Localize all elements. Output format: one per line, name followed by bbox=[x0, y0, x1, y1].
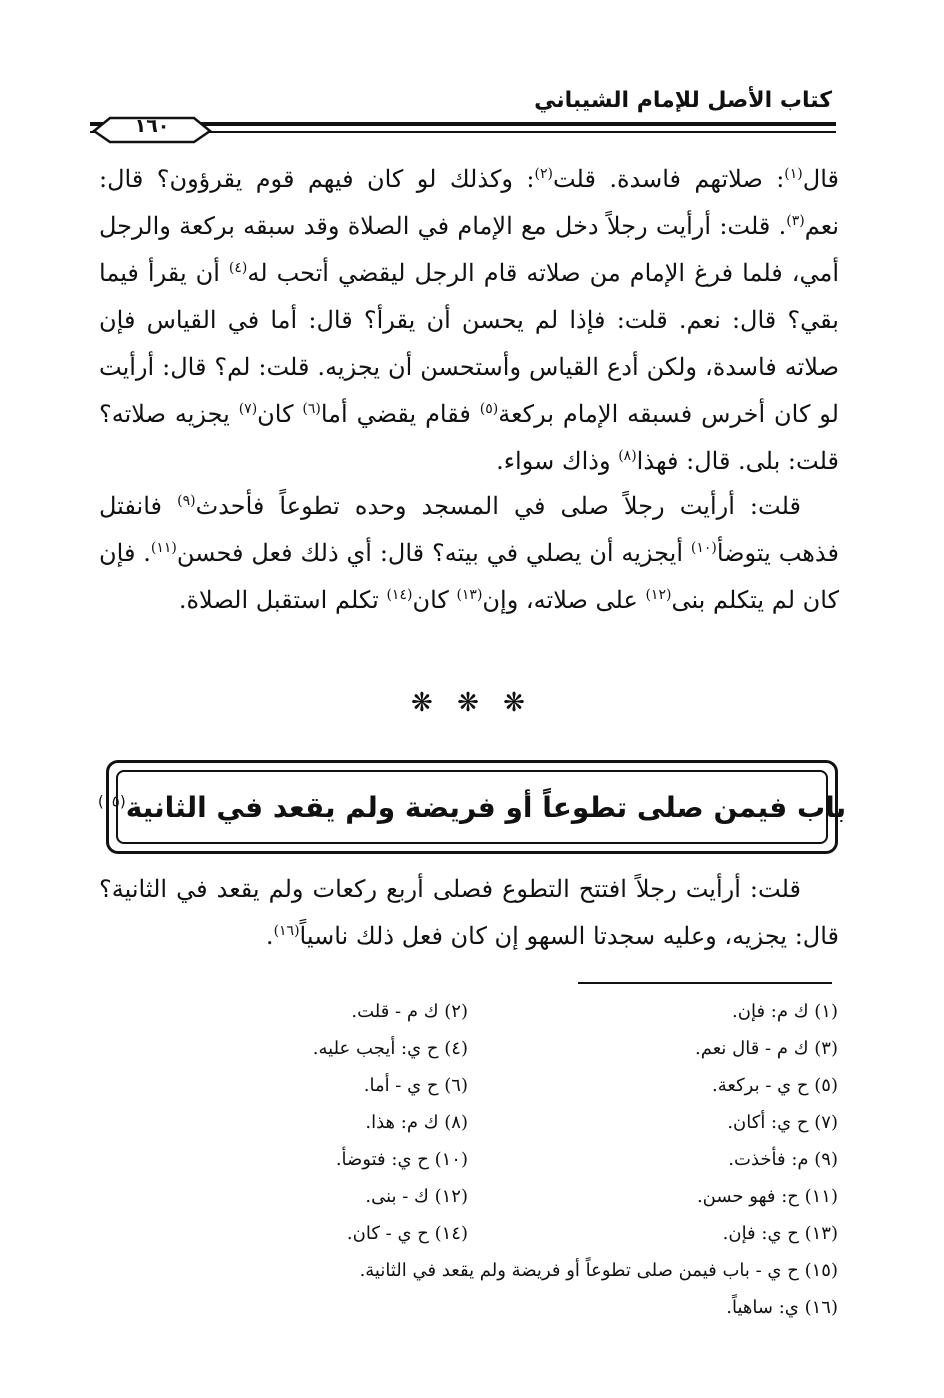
section-ornament: ❋ ❋ ❋ bbox=[411, 688, 533, 718]
footnote-10: (١٠) ح ي: فتوضأ. bbox=[335, 1149, 468, 1170]
footnote-ref: (١٣) bbox=[456, 587, 483, 603]
footnote-row bbox=[98, 1178, 838, 1215]
text-run: . bbox=[265, 922, 274, 950]
footnote-9: (٩) م: فأخذت. bbox=[728, 1149, 838, 1170]
footnote-16: (١٦) ي: ساهياً. bbox=[726, 1297, 838, 1318]
footnote-row bbox=[98, 1215, 838, 1252]
text-run: على صلاته، وإن bbox=[482, 586, 646, 614]
chapter-title-text: باب فيمن صلى تطوعاً أو فريضة ولم يقعد في الثانية bbox=[125, 790, 847, 824]
footnote-row bbox=[98, 1030, 838, 1067]
footnote-ref: (٦) bbox=[302, 401, 321, 417]
footnote-row bbox=[98, 1141, 838, 1178]
text-run: . قلت: أرأيت رجلاً دخل مع الإمام في الصلاة وقد سبقه بركعة والرجل أمي، فلما فرغ الإمام من صلاته قام الرجل ليقضي أتحب له bbox=[99, 212, 840, 287]
footnote-ref: (٧) bbox=[238, 401, 258, 417]
chapter-heading-frame bbox=[97, 760, 847, 854]
footnote-7: (٧) ح ي: أكان. bbox=[727, 1112, 838, 1133]
footnote-1: (١) ك م: فإن. bbox=[732, 1001, 838, 1022]
footnote-ref: (١٤) bbox=[386, 587, 413, 603]
text-run: : صلاتهم فاسدة. قلت bbox=[552, 165, 785, 193]
text-run: كان bbox=[257, 400, 303, 428]
footnote-row bbox=[98, 1104, 838, 1141]
footnote-4: (٤) ح ي: أيجب عليه. bbox=[312, 1038, 468, 1059]
text-run: أن يقرأ فيما بقي؟ قال: نعم. قلت: فإذا لم يحسن أن يقرأ؟ قال: أما في القياس فإن صلاته فاسدة، ولكن أدع القياس وأستحسن أن يجزيه. قلت: لم؟ قال: أرأيت لو كان أخرس فسبقه الإمام بركعة bbox=[99, 259, 839, 428]
text-run: قال bbox=[802, 165, 839, 193]
text-run: قلت: أرأيت رجلاً صلى في المسجد وحده تطوعاً فأحدث bbox=[195, 492, 801, 520]
footnotes bbox=[98, 993, 838, 1326]
footnote-ref: (١٦) bbox=[273, 923, 300, 939]
chapter-heading bbox=[98, 791, 846, 824]
footnote-5: (٥) ح ي - بركعة. bbox=[712, 1075, 838, 1096]
footnote-separator bbox=[578, 982, 832, 984]
footnote-ref: (٤) bbox=[228, 260, 248, 276]
footnote-ref: (٩) bbox=[177, 493, 196, 509]
text-run: . فإن كان لم يتكلم بنى bbox=[99, 539, 839, 614]
chapter-heading-inner-frame bbox=[97, 770, 847, 844]
footnote-6: (٦) ح ي - أما. bbox=[363, 1075, 468, 1096]
chapter-footnote-ref: (١٥) bbox=[97, 792, 126, 811]
text-run: يجزيه صلاته؟ قلت: بلى. قال: فهذا bbox=[99, 400, 839, 475]
text-run: قلت: أرأيت رجلاً افتتح التطوع فصلى أربع ركعات ولم يقعد في الثانية؟ قال: يجزيه، وعليه سجدتا السهو إن كان فعل ذلك ناسياً bbox=[99, 875, 839, 950]
footnote-row bbox=[98, 993, 838, 1030]
footnote-14: (١٤) ح ي - كان. bbox=[346, 1223, 468, 1244]
footnote-11: (١١) ح: فهو حسن. bbox=[696, 1186, 838, 1207]
text-run: تكلم استقبل الصلاة. bbox=[178, 586, 387, 614]
text-run: : وكذلك لو كان فيهم قوم يقرؤون؟ قال: نعم bbox=[99, 165, 839, 240]
footnote-ref: (٨) bbox=[618, 448, 637, 464]
footnote-ref: (١١) bbox=[150, 540, 177, 556]
footnote-ref: (٢) bbox=[534, 166, 553, 182]
paragraph-3 bbox=[99, 866, 839, 960]
text-run: فقام يقضي أما bbox=[320, 400, 480, 428]
paragraph-1 bbox=[99, 156, 839, 485]
footnote-12: (١٢) ك - بنى. bbox=[365, 1186, 468, 1207]
footnote-ref: (٣) bbox=[786, 213, 805, 229]
text-run: فانفتل فذهب يتوضأ bbox=[99, 492, 839, 567]
footnote-2: (٢) ك م - قلت. bbox=[351, 1001, 468, 1022]
text-run: أيجزيه أن يصلي في بيته؟ قال: أي ذلك فعل فحسن bbox=[176, 539, 691, 567]
footnote-ref: (١٢) bbox=[645, 587, 672, 603]
footnote-ref: (٥) bbox=[479, 401, 499, 417]
page-number: ١٦٠ bbox=[134, 115, 170, 137]
footnote-ref: (١) bbox=[784, 166, 803, 182]
footnote-8: (٨) ك م: هذا. bbox=[365, 1112, 468, 1133]
text-run: كان bbox=[412, 586, 457, 614]
footnote-row bbox=[98, 1067, 838, 1104]
text-run: وذاك سواء. bbox=[496, 447, 619, 475]
footnote-15: (١٥) ح ي - باب فيمن صلى تطوعاً أو فريضة ولم يقعد في الثانية. bbox=[359, 1260, 838, 1281]
paragraph-2 bbox=[99, 483, 839, 624]
footnote-3: (٣) ك م - قال نعم. bbox=[695, 1038, 838, 1059]
footnote-ref: (١٠) bbox=[690, 540, 717, 556]
book-title: كتاب الأصل للإمام الشيباني bbox=[534, 88, 832, 113]
footnote-13: (١٣) ح ي: فإن. bbox=[722, 1223, 838, 1244]
